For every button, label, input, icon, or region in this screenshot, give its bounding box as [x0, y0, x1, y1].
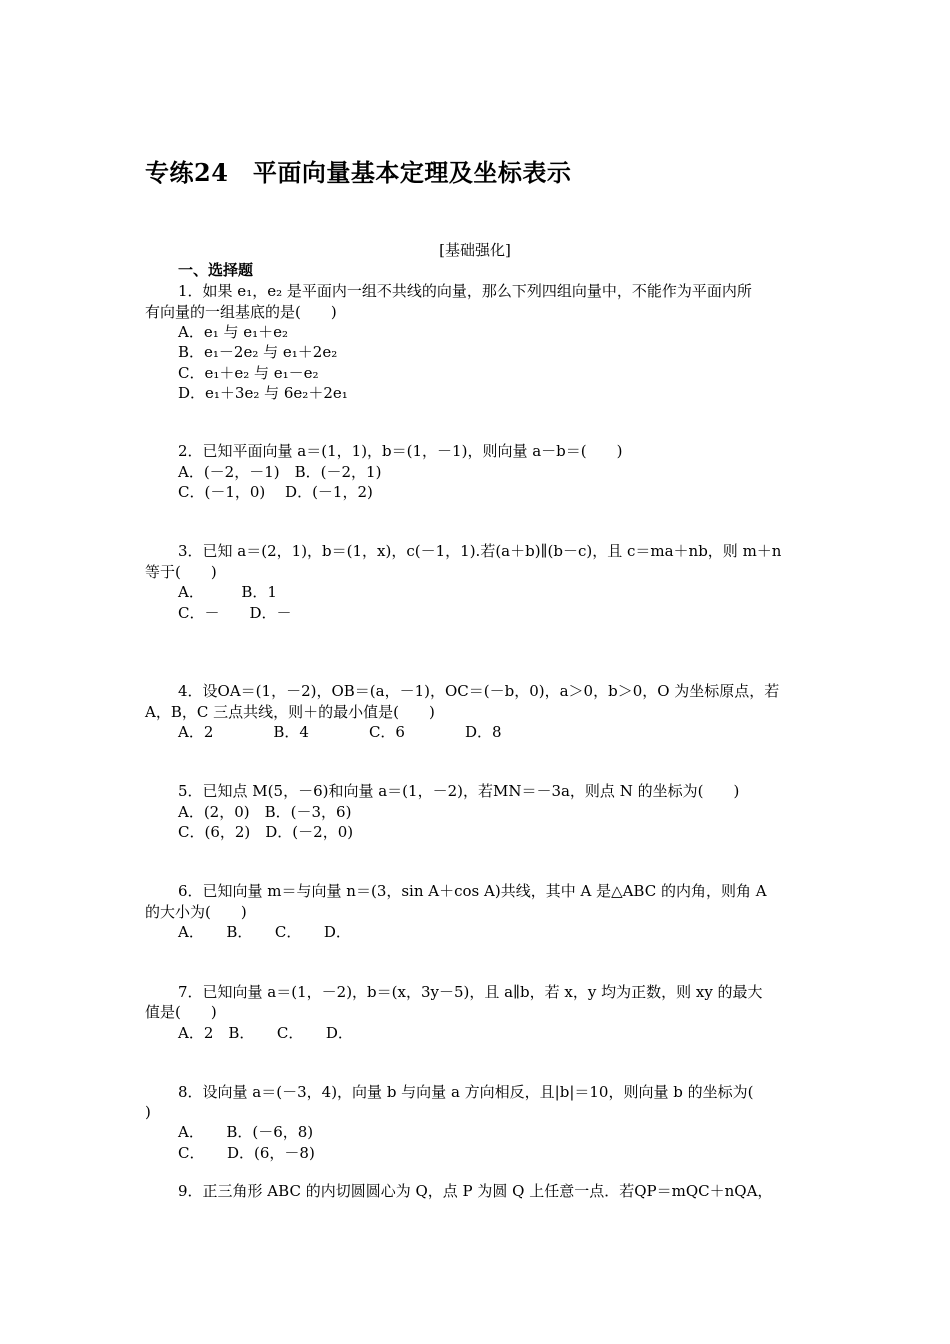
section-tag: [基础强化] — [439, 241, 511, 259]
q6-stem-line1: 6．已知向量 m＝与向量 n＝(3，sin A＋cos A)共线，其中 A 是△ABC 的内角，则角 A — [178, 882, 767, 900]
q8-stem-line2: ) — [145, 1103, 151, 1121]
q8-options-line2: C． D．(6，－8) — [178, 1144, 315, 1162]
q2-stem: 2．已知平面向量 a＝(1，1)，b＝(1，－1)，则向量 a－b＝( ) — [178, 442, 623, 460]
q3-options-line2: C．－ D．－ — [178, 604, 292, 622]
q5-options-line1: A．(2，0) B．(－3，6) — [178, 803, 352, 821]
q6-stem-line2: 的大小为( ) — [145, 903, 247, 921]
q1-option-a: A．e₁ 与 e₁＋e₂ — [178, 323, 289, 341]
q2-options-line1: A．(－2，－1) B．(－2，1) — [178, 463, 382, 481]
q4-stem-line1: 4．设OA＝(1，－2)，OB＝(a，－1)，OC＝(－b，0)，a＞0，b＞0，O 为坐标原点，若 — [178, 682, 780, 700]
q3-options-line1: A． B．1 — [178, 583, 277, 601]
q4-stem-line2: A，B，C 三点共线，则＋的最小值是( ) — [145, 703, 435, 721]
q1-option-c: C．e₁＋e₂ 与 e₁－e₂ — [178, 364, 319, 382]
q2-options-line2: C．(－1，0) D．(－1，2) — [178, 483, 373, 501]
q5-options-line2: C．(6，2) D．(－2，0) — [178, 823, 354, 841]
page-title: 专练24 平面向量基本定理及坐标表示 — [145, 158, 572, 187]
q4-options: A．2 B．4 C．6 D．8 — [178, 723, 502, 741]
section-heading: 一、选择题 — [178, 261, 254, 279]
q8-options-line1: A． B．(－6，8) — [178, 1123, 314, 1141]
q3-stem-line1: 3．已知 a＝(2，1)，b＝(1，x)，c(－1，1).若(a＋b)∥(b－c)，且 c＝ma＋nb，则 m＋n — [178, 542, 782, 560]
q3-stem-line2: 等于( ) — [145, 563, 217, 581]
q6-options: A． B． C． D． — [178, 923, 351, 941]
q5-stem: 5．已知点 M(5，－6)和向量 a＝(1，－2)，若MN＝－3a，则点 N 的坐标为( ) — [178, 782, 740, 800]
q7-options: A．2 B． C． D． — [178, 1024, 353, 1042]
q1-stem-line2: 有向量的一组基底的是( ) — [145, 303, 337, 321]
q8-stem-line1: 8．设向量 a＝(－3，4)，向量 b 与向量 a 方向相反，且|b|＝10，则向量 b 的坐标为( — [178, 1083, 754, 1101]
q1-stem-line1: 1．如果 e₁，e₂ 是平面内一组不共线的向量，那么下列四组向量中，不能作为平面内所 — [178, 282, 752, 300]
q7-stem-line2: 值是( ) — [145, 1003, 217, 1021]
q7-stem-line1: 7．已知向量 a＝(1，－2)，b＝(x，3y－5)，且 a∥b，若 x，y 均为正数，则 xy 的最大 — [178, 983, 763, 1001]
q1-option-d: D．e₁＋3e₂ 与 6e₂＋2e₁ — [178, 384, 348, 402]
q1-option-b: B．e₁－2e₂ 与 e₁＋2e₂ — [178, 343, 338, 361]
q9-stem-line1: 9．正三角形 ABC 的内切圆圆心为 Q，点 P 为圆 Q 上任意一点．若QP＝mQC＋nQA， — [178, 1182, 773, 1200]
